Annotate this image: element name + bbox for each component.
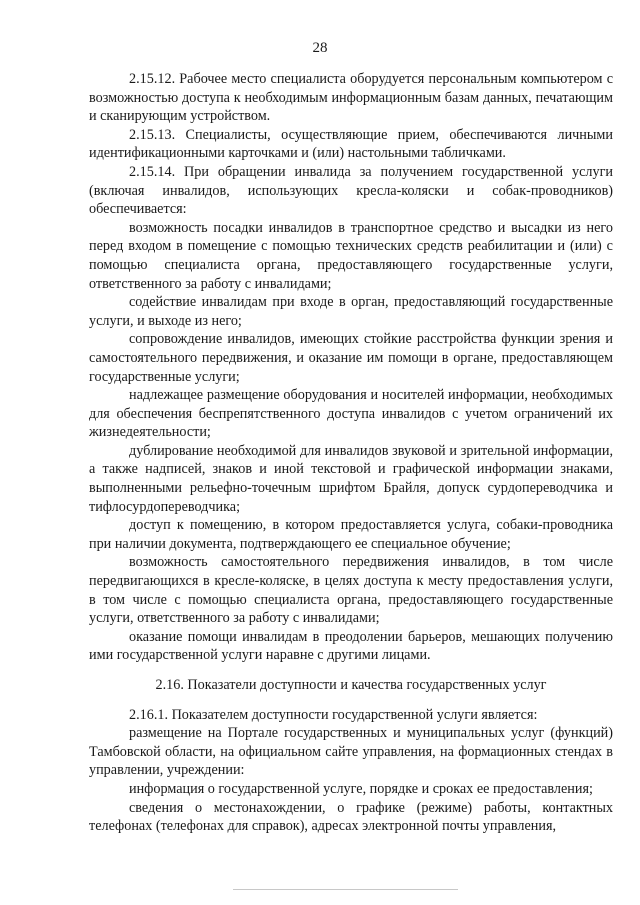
list-item: возможность самостоятельного передвижения инвалидов, в том числе передвигающихся в кресле-коляске, в целях доступа к месту предоставления услуги, в том числе с помощью специалиста органа, предоставляющего государственные услуги, ответственного за работу с инвалидами;: [89, 554, 613, 627]
list-item: содействие инвалидам при входе в орган, предоставляющий государственные услуги, и выходе из него;: [89, 294, 613, 329]
section-heading-2-16: 2.16. Показатели доступности и качества государственных услуг: [155, 677, 547, 693]
list-item: размещение на Портале государственных и муниципальных услуг (функций) Тамбовской области, на официальном сайте управления, на формационных стендах в управлении, учреждении:: [89, 725, 613, 779]
list-item: информация о государственной услуге, порядке и сроках ее предоставления;: [129, 780, 593, 797]
paragraph-2-15-13: 2.15.13. Специалисты, осуществляющие прием, обеспечиваются личными идентификационными карточками и (или) настольными табличками.: [89, 126, 613, 162]
list-item: надлежащее размещение оборудования и носителей информации, необходимых для обеспечения беспрепятственного доступа инвалидов с учетом ограничений их жизнедеятельности;: [89, 387, 613, 441]
paragraph-2-16-1: 2.16.1. Показателем доступности государственной услуги является:: [129, 706, 538, 723]
paragraph-2-15-14: 2.15.14. При обращении инвалида за получением государственной услуги (включая инвалидов, использующих кресла-коляски и собак-проводников) обеспечивается:: [89, 163, 613, 218]
list-item: доступ к помещению, в котором предоставляется услуга, собаки-проводника при наличии документа, подтверждающего ее специальное обучение;: [89, 517, 613, 552]
page-number: 28: [312, 40, 328, 56]
document-body: [89, 70, 613, 836]
list-item: сведения о местонахождении, о графике (режиме) работы, контактных телефонах (телефонах для справок), адресах электронной почты управления,: [89, 799, 613, 835]
list-item: возможность посадки инвалидов в транспортное средство и высадки из него перед входом в помещение с помощью технических средств реабилитации и (или) с помощью специалиста органа, предоставляющего государственные услуги, ответственного за работу с инвалидами;: [89, 219, 613, 292]
list-item: дублирование необходимой для инвалидов звуковой и зрительной информации, а также надписей, знаков и иной текстовой и графической информации знаками, выполненными рельефно-точечным шрифтом Брайля, допуск сурдопереводчика и тифлосурдопереводчика;: [89, 442, 613, 515]
list-item: сопровождение инвалидов, имеющих стойкие расстройства функции зрения и самостоятельного передвижения, и оказание им помощи в органе, предоставляющем государственные услуги;: [89, 331, 613, 385]
paragraph-2-15-12: 2.15.12. Рабочее место специалиста оборудуется персональным компьютером с возможностью доступа к необходимым информационным базам данных, печатающим и сканирующим устройством.: [89, 71, 613, 125]
footer-divider: [233, 889, 458, 890]
list-item: оказание помощи инвалидам в преодолении барьеров, мешающих получению ими государственной услуги наравне с другими лицами.: [89, 628, 613, 664]
